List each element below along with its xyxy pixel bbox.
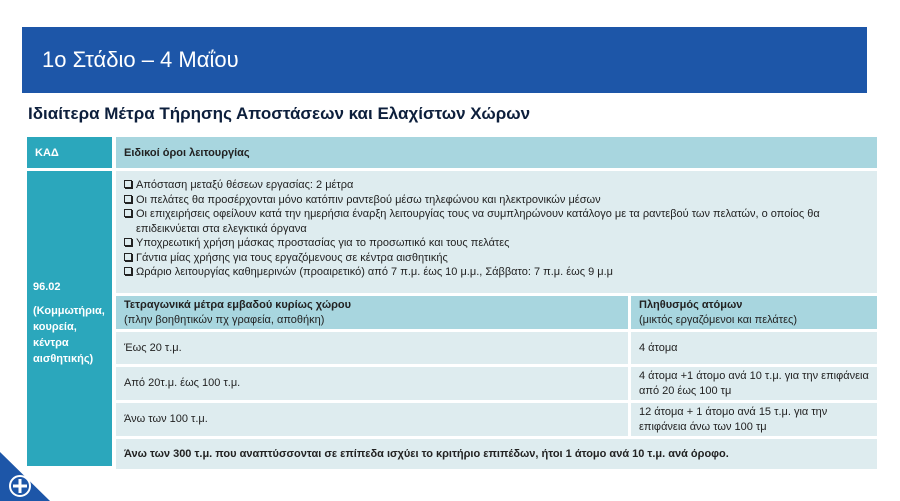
area-subheader: (πλην βοηθητικών πχ γραφεία, αποθήκη): [124, 313, 325, 326]
kad-code: 96.02: [33, 281, 61, 293]
condition-text: Οι επιχειρήσεις οφείλουν κατά την ημερήσια έναρξη λειτουργίας τους να συμπληρώνουν κατάλογο με τα ραντεβού των πελατών, ο οποίος θα επιδεικνύεται στα ελεγκτικά όργανα: [136, 208, 820, 235]
checkbox-bullet-icon: [124, 267, 132, 275]
checkbox-bullet-icon: [124, 253, 132, 261]
checkbox-bullet-icon: [124, 180, 132, 188]
table-footer-row: [116, 439, 877, 469]
table-row: [116, 332, 877, 364]
condition-item: [124, 236, 869, 251]
people-subheader: (μικτός εργαζόμενοι και πελάτες): [639, 313, 798, 326]
kad-cell: [27, 171, 112, 466]
table-row: [116, 403, 877, 436]
checkbox-bullet-icon: [124, 238, 132, 246]
people-header-cell: [631, 296, 877, 329]
area-header-cell: [116, 296, 628, 329]
checkbox-bullet-icon: [124, 209, 132, 217]
capacity-table-header: [116, 296, 877, 329]
area-cell: Έως 20 τ.μ.: [116, 332, 628, 364]
people-cell: 4 άτομα +1 άτομο ανά 10 τ.μ. για την επιφάνεια από 20 έως 100 τμ: [631, 367, 877, 400]
area-cell: Άνω των 100 τ.μ.: [116, 403, 628, 436]
greek-emblem-icon: [0, 444, 58, 501]
conditions-column-header: Ειδικοί όροι λειτουργίας: [116, 137, 877, 168]
slide-title: 1ο Στάδιο – 4 Μαΐου: [42, 47, 239, 72]
condition-item: [124, 265, 869, 280]
conditions-list: [116, 171, 877, 293]
page-heading: Ιδιαίτερα Μέτρα Τήρησης Αποστάσεων και Ελαχίστων Χώρων: [28, 104, 531, 123]
condition-text: Απόσταση μεταξύ θέσεων εργασίας: 2 μέτρα: [136, 179, 354, 191]
people-header: Πληθυσμός ατόμων: [639, 299, 743, 311]
area-cell: Από 20τ.μ. έως 100 τ.μ.: [116, 367, 628, 400]
people-cell: 12 άτομα + 1 άτομο ανά 15 τ.μ. για την επιφάνεια άνω των 100 τμ: [631, 403, 877, 436]
condition-item: [124, 251, 869, 266]
checkbox-bullet-icon: [124, 195, 132, 203]
kad-column-header: ΚΑΔ: [27, 137, 112, 168]
condition-text: Ωράριο λειτουργίας καθημερινών (προαιρετικό) από 7 π.μ. έως 10 μ.μ., Σάββατο: 7 π.μ. έως 9 μ.μ: [136, 266, 613, 278]
table-row: [116, 367, 877, 400]
people-cell: 4 άτομα: [631, 332, 877, 364]
kad-description: (Κομμωτήρια, κουρεία, κέντρα αισθητικής): [33, 305, 105, 365]
capacity-table: [116, 296, 877, 472]
condition-text: Οι πελάτες θα προσέρχονται μόνο κατόπιν ραντεβού μέσω τηλεφώνου και ηλεκτρονικών μέσων: [136, 193, 601, 206]
condition-item: [124, 207, 869, 236]
area-header: Τετραγωνικά μέτρα εμβαδού κυρίως χώρου: [124, 299, 352, 311]
condition-item: [124, 178, 869, 193]
condition-item: [124, 193, 869, 208]
footer-note: Άνω των 300 τ.μ. που αναπτύσσονται σε επίπεδα ισχύει το κριτήριο επιπέδων, ήτοι 1 άτομο ανά 10 τ.μ. ανά όροφο.: [116, 439, 877, 469]
condition-text: Υποχρεωτική χρήση μάσκας προστασίας για το προσωπικό και τους πελάτες: [136, 237, 510, 249]
condition-text: Γάντια μίας χρήσης για τους εργαζόμενους σε κέντρα αισθητικής: [136, 251, 448, 264]
slide-title-banner: [22, 27, 867, 93]
